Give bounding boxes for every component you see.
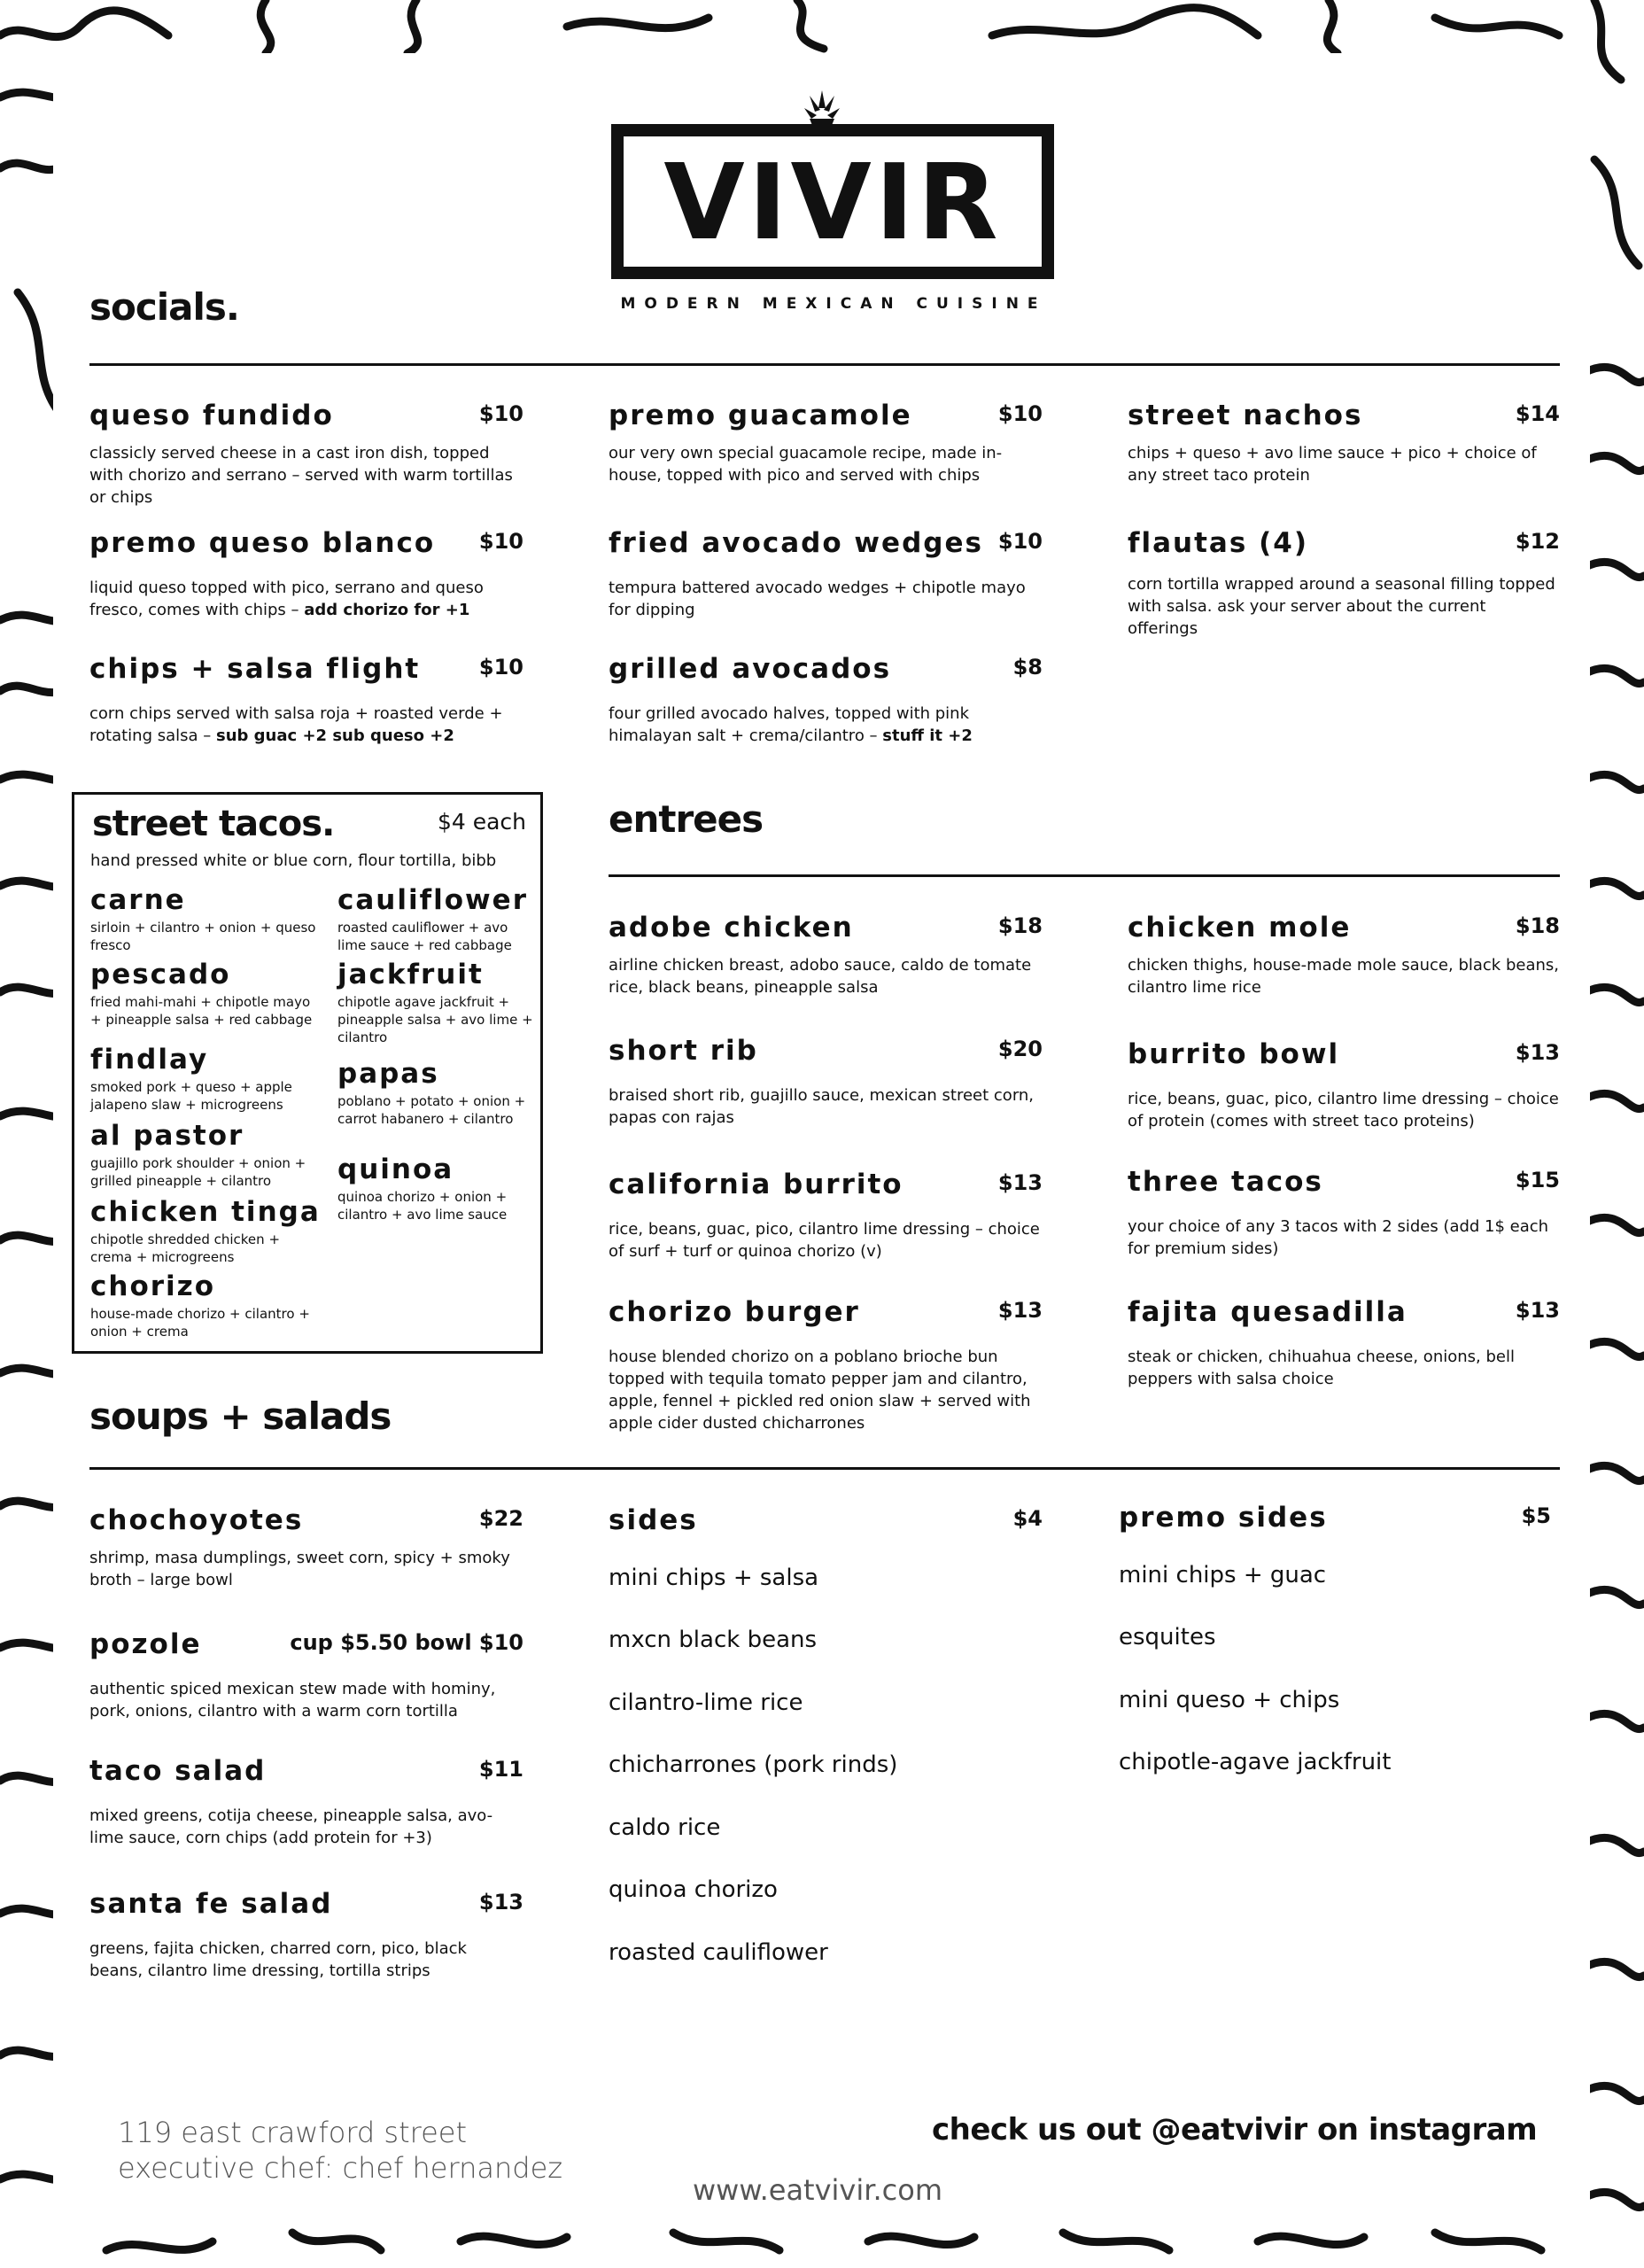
soups-divider (89, 1467, 1560, 1470)
menu-item (609, 1167, 1043, 1262)
item-desc: classicly served cheese in a cast iron dish, topped with chorizo and serrano – served with warm tortillas or chips (89, 444, 513, 507)
item-price: $10 (997, 529, 1043, 554)
item-price: $18 (1515, 913, 1560, 938)
item-name: chicken mole (1128, 912, 1352, 944)
item-name: fajita quesadilla (1128, 1296, 1407, 1328)
item-name: premo queso blanco (89, 527, 436, 559)
menu-item (89, 1886, 523, 1982)
taco-name: al pastor (90, 1120, 244, 1152)
item-desc: corn tortilla wrapped around a seasonal filling topped with salsa. ask your server about the current offerings (1128, 575, 1555, 638)
premo-sides-header (1119, 1500, 1551, 1535)
soups-salads-title: soups + salads (89, 1394, 392, 1438)
item-name: three tacos (1128, 1166, 1323, 1198)
item-desc: braised short rib, guajillo sauce, mexican street corn, papas con rajas (609, 1086, 1035, 1127)
item-price: $13 (997, 1298, 1043, 1323)
item-name: fried avocado wedges (609, 527, 983, 559)
side-item: mxcn black beans (609, 1627, 818, 1653)
item-price: cup $5.50 bowl $10 (290, 1630, 523, 1655)
item-desc: liquid queso topped with pico, serrano and queso fresco, comes with chips – add chorizo for +1 (89, 579, 484, 619)
street-tacos-subtitle: hand pressed white or blue corn, flour tortilla, bibb (90, 851, 497, 870)
taco-name: papas (337, 1058, 439, 1090)
side-item: quinoa chorizo (609, 1876, 778, 1903)
side-item: mini chips + salsa (609, 1565, 819, 1591)
taco-desc: chipotle agave jackfruit + pineapple salsa + avo lime + cilantro (337, 994, 533, 1045)
street-tacos-title: street tacos. (92, 804, 335, 844)
item-price: $13 (1515, 1040, 1560, 1065)
taco-item (337, 1153, 534, 1223)
item-name: flautas (4) (1128, 527, 1308, 559)
menu-item (1128, 1294, 1560, 1390)
item-price: $12 (1515, 529, 1560, 554)
item-price: $14 (1515, 401, 1560, 426)
item-desc: four grilled avocado halves, topped with pink himalayan salt + crema/cilantro – stuff it +2 (609, 704, 973, 745)
item-price: $11 (478, 1757, 523, 1782)
taco-name: quinoa (337, 1153, 454, 1185)
item-price: $15 (1515, 1168, 1560, 1192)
item-price: $13 (997, 1170, 1043, 1195)
menu-item (1128, 1037, 1560, 1132)
item-desc: house blended chorizo on a poblano brioche bun topped with tequila tomato pepper jam and cilantro, apple, fennel + pickled red onion slaw + served with apple cider dusted chicharrones (609, 1348, 1031, 1433)
menu-item (89, 1503, 523, 1591)
item-price: $10 (997, 401, 1043, 426)
taco-desc: sirloin + cilantro + onion + queso fresco (90, 920, 316, 953)
item-price: $10 (478, 401, 523, 426)
side-item: roasted cauliflower (609, 1939, 828, 1966)
item-price: $10 (478, 529, 523, 554)
street-tacos-box (72, 792, 543, 1354)
taco-item (90, 1043, 316, 1114)
item-name: short rib (609, 1035, 758, 1067)
street-tacos-price: $4 each (437, 809, 526, 835)
item-desc: mixed greens, cotija cheese, pineapple salsa, avo-lime sauce, corn chips (add protein for +3) (89, 1806, 493, 1847)
menu-item (89, 651, 523, 747)
premo-side-item: mini queso + chips (1119, 1687, 1340, 1713)
item-desc: authentic spiced mexican stew made with hominy, pork, onions, cilantro with a warm corn tortilla (89, 1680, 496, 1720)
footer-info (118, 2115, 562, 2186)
taco-name: cauliflower (337, 884, 528, 916)
item-price: $8 (1012, 655, 1043, 680)
item-price: $20 (997, 1037, 1043, 1061)
item-name: santa fe salad (89, 1888, 333, 1920)
item-name: burrito bowl (1128, 1038, 1340, 1070)
taco-item (337, 883, 534, 954)
menu-item (609, 910, 1043, 998)
menu-item (1128, 525, 1560, 640)
premo-side-item: esquites (1119, 1624, 1216, 1651)
instagram-callout: check us out @eatvivir on instagram (932, 2112, 1538, 2148)
side-item: cilantro-lime rice (609, 1689, 803, 1716)
premo-sides-price: $5 (1521, 1503, 1551, 1528)
item-name: street nachos (1128, 400, 1363, 431)
socials-title: socials. (89, 285, 239, 329)
taco-item (90, 1270, 316, 1340)
logo-box (611, 124, 1054, 279)
item-name: california burrito (609, 1169, 903, 1200)
taco-desc: poblano + potato + onion + carrot habanero + cilantro (337, 1093, 526, 1127)
taco-name: findlay (90, 1044, 209, 1076)
brand-name: VIVIR (663, 140, 1002, 263)
menu-item (1128, 398, 1560, 486)
item-name: queso fundido (89, 400, 334, 431)
item-name: adobe chicken (609, 912, 854, 944)
item-desc: steak or chicken, chihuahua cheese, onions, bell peppers with salsa choice (1128, 1348, 1515, 1388)
taco-item (90, 1195, 321, 1266)
item-price: $10 (478, 655, 523, 680)
taco-desc: fried mahi-mahi + chipotle mayo + pineapple salsa + red cabbage (90, 994, 313, 1028)
item-name: premo guacamole (609, 400, 912, 431)
website-link[interactable]: www.eatvivir.com (693, 2173, 942, 2207)
taco-desc: smoked pork + queso + apple jalapeno slaw + microgreens (90, 1079, 292, 1113)
brand-tagline: MODERN MEXICAN CUISINE (620, 295, 1047, 313)
premo-sides-title: premo sides (1119, 1502, 1328, 1534)
footer-address: 119 east crawford street (118, 2116, 467, 2149)
menu-item (1128, 910, 1560, 998)
menu-item (89, 1627, 523, 1722)
taco-name: jackfruit (337, 959, 484, 990)
taco-desc: roasted cauliflower + avo lime sauce + red cabbage (337, 920, 512, 953)
item-desc: chips + queso + avo lime sauce + pico + choice of any street taco protein (1128, 444, 1537, 485)
item-desc: rice, beans, guac, pico, cilantro lime dressing – choice of surf + turf or quinoa chorizo (v) (609, 1220, 1040, 1261)
menu-item (1128, 1164, 1560, 1260)
side-item: caldo rice (609, 1814, 721, 1841)
taco-name: pescado (90, 959, 231, 990)
menu-item (609, 651, 1043, 747)
item-desc: shrimp, masa dumplings, sweet corn, spicy + smoky broth – large bowl (89, 1549, 510, 1589)
item-desc: greens, fajita chicken, charred corn, pico, black beans, cilantro lime dressing, tortilla strips (89, 1939, 467, 1980)
item-desc: your choice of any 3 tacos with 2 sides (add 1$ each for premium sides) (1128, 1217, 1549, 1258)
socials-divider (89, 363, 1560, 366)
item-name: taco salad (89, 1755, 267, 1787)
taco-item (337, 958, 534, 1046)
taco-item (90, 883, 316, 954)
taco-item (337, 1057, 534, 1128)
taco-desc: guajillo pork shoulder + onion + grilled pineapple + cilantro (90, 1155, 306, 1189)
item-desc: corn chips served with salsa roja + roasted verde + rotating salsa – sub guac +2 sub queso +2 (89, 704, 503, 745)
menu-item (89, 1753, 523, 1849)
footer-chef: executive chef: chef hernandez (118, 2151, 563, 2185)
item-price: $13 (1515, 1298, 1560, 1323)
menu-item (609, 398, 1043, 486)
sides-title: sides (609, 1504, 698, 1536)
item-price: $13 (478, 1890, 523, 1915)
item-price: $22 (478, 1506, 523, 1531)
taco-name: carne (90, 884, 186, 916)
menu-item (609, 525, 1043, 621)
item-name: chochoyotes (89, 1504, 304, 1536)
entrees-title: entrees (609, 797, 764, 841)
item-desc: airline chicken breast, adobo sauce, caldo de tomate rice, black beans, pineapple salsa (609, 956, 1032, 997)
item-name: chips + salsa flight (89, 653, 421, 685)
item-price: $18 (997, 913, 1043, 938)
taco-desc: quinoa chorizo + onion + cilantro + avo lime sauce (337, 1189, 508, 1223)
sides-price: $4 (1012, 1506, 1043, 1531)
sides-header (609, 1503, 1043, 1538)
item-name: chorizo burger (609, 1296, 860, 1328)
item-name: grilled avocados (609, 653, 892, 685)
agave-logo-icon (803, 89, 841, 128)
taco-item (90, 1119, 316, 1190)
item-desc: tempura battered avocado wedges + chipotle mayo for dipping (609, 579, 1026, 619)
taco-desc: chipotle shredded chicken + crema + microgreens (90, 1231, 281, 1265)
item-desc: rice, beans, guac, pico, cilantro lime dressing – choice of protein (comes with street taco proteins) (1128, 1090, 1559, 1130)
premo-side-item: chipotle-agave jackfruit (1119, 1749, 1392, 1775)
side-item: chicharrones (pork rinds) (609, 1751, 898, 1778)
premo-side-item: mini chips + guac (1119, 1562, 1327, 1588)
item-name: pozole (89, 1628, 202, 1660)
entrees-divider (609, 874, 1560, 877)
taco-item (90, 958, 316, 1029)
item-desc: our very own special guacamole recipe, made in-house, topped with pico and served with chips (609, 444, 1003, 485)
menu-item (609, 1033, 1043, 1129)
taco-name: chicken tinga (90, 1196, 321, 1228)
menu-item (89, 525, 523, 621)
taco-name: chorizo (90, 1270, 215, 1302)
menu-item (89, 398, 523, 509)
taco-desc: house-made chorizo + cilantro + onion + crema (90, 1306, 310, 1340)
item-desc: chicken thighs, house-made mole sauce, black beans, cilantro lime rice (1128, 956, 1559, 997)
menu-item (609, 1294, 1043, 1434)
